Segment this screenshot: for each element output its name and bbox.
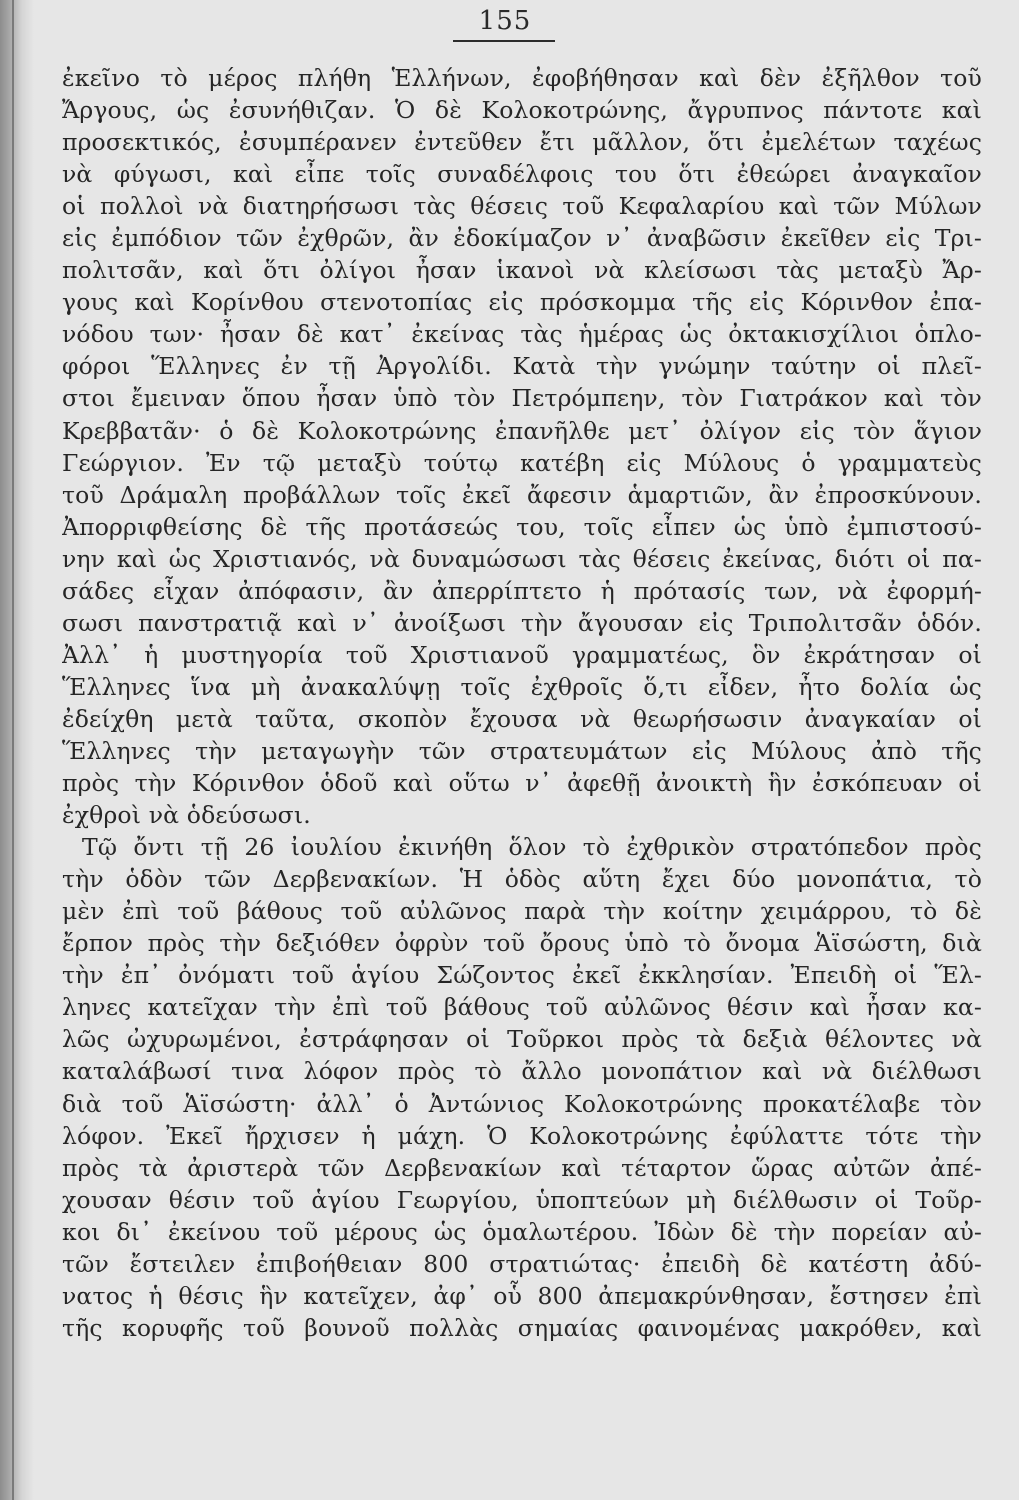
text-line: μὲν ἐπὶ τοῦ βάθους τοῦ αὐλῶνος παρὰ τὴν κοίτην χειμάρρου, τὸ δὲ (62, 897, 982, 926)
text-line: πρὸς τὴν Κόρινθον ὁδοῦ καὶ οὕτω ν᾽ ἀφεθῇ ἀνοικτὴ ἣν ἐσκόπευαν οἱ (62, 769, 982, 798)
text-line: διὰ τοῦ Ἁϊσώστη· ἀλλ᾽ ὁ Ἀντώνιος Κολοκοτρώνης προκατέλαβε τὸν (62, 1089, 982, 1118)
text-line: ἐκεῖνο τὸ μέρος πλήθη Ἑλλήνων, ἐφοβήθησαν καὶ δὲν ἐξῆλθον τοῦ (62, 64, 982, 92)
text-line: προσεκτικός, ἐσυμπέρανεν ἐντεῦθεν ἔτι μᾶλλον, ὅτι ἐμελέτων ταχέως (62, 128, 982, 157)
text-line: τῶν ἔστειλεν ἐπιβοήθειαν 800 στρατιώτας· ἐπειδὴ δὲ κατέστη ἀδύ- (62, 1249, 982, 1278)
page-number-rule (453, 40, 555, 42)
text-line: πρὸς τὰ ἀριστερὰ τῶν Δερβενακίων καὶ τέταρτον ὥρας αὐτῶν ἀπέ- (62, 1153, 982, 1182)
paragraph-start-line: Τῷ ὄντι τῇ 26 ἰουλίου ἐκινήθη ὅλον τὸ ἐχθρικὸν στρατόπεδον πρὸς (82, 833, 982, 862)
page-body-text (62, 62, 982, 1344)
binding-shadow (0, 0, 34, 1500)
text-line: ληνες κατεῖχαν τὴν ἐπὶ τοῦ βάθους τοῦ αὐλῶνος θέσιν καὶ ἦσαν κα- (62, 993, 982, 1022)
text-line: Ἕλληνες ἵνα μὴ ἀνακαλύψῃ τοῖς ἐχθροῖς ὅ,τι εἶδεν, ἦτο δολία ὡς (62, 672, 982, 701)
text-line: τὴν ὁδὸν τῶν Δερβενακίων. Ἡ ὁδὸς αὕτη ἔχει δύο μονοπάτια, τὸ (62, 865, 982, 894)
text-line: λῶς ὠχυρωμένοι, ἐστράφησαν οἱ Τοῦρκοι πρὸς τὰ δεξιὰ θέλοντες νὰ (62, 1025, 982, 1054)
text-line: οἱ πολλοὶ νὰ διατηρήσωσι τὰς θέσεις τοῦ Κεφαλαρίου καὶ τῶν Μύλων (62, 192, 982, 221)
text-line: καταλάβωσί τινα λόφον πρὸς τὸ ἄλλο μονοπάτιον καὶ νὰ διέλθωσι (62, 1057, 982, 1086)
text-line: σάδες εἶχαν ἀπόφασιν, ἂν ἀπερρίπτετο ἡ πρότασίς των, νὰ ἐφορμή- (62, 576, 982, 605)
text-line: Ἕλληνες τὴν μεταγωγὴν τῶν στρατευμάτων εἰς Μύλους ἀπὸ τῆς (62, 736, 982, 765)
text-line: τοῦ Δράμαλη προβάλλων τοῖς ἐκεῖ ἄφεσιν ἁμαρτιῶν, ἂν ἐπροσκύνουν. (62, 480, 982, 509)
text-line: φόροι Ἕλληνες ἐν τῇ Ἀργολίδι. Κατὰ τὴν γνώμην ταύτην οἱ πλεῖ- (62, 352, 982, 381)
text-line: στοι ἔμειναν ὅπου ἦσαν ὑπὸ τὸν Πετρόμπεην, τὸν Γιατράκον καὶ τὸν (62, 384, 982, 413)
text-line: σωσι πανστρατιᾷ καὶ ν᾽ ἀνοίξωσι τὴν ἄγουσαν εἰς Τριπολιτσᾶν ὁδόν. (62, 608, 982, 637)
binding-edge-line (12, 0, 14, 1500)
text-line: κοι δι᾽ ἐκείνου τοῦ μέρους ὡς ὁμαλωτέρου. Ἰδὼν δὲ τὴν πορείαν αὐ- (62, 1217, 982, 1246)
text-line: νὰ φύγωσι, καὶ εἶπε τοῖς συναδέλφοις του ὅτι ἐθεώρει ἀναγκαῖον (62, 160, 982, 189)
text-line: νατος ἡ θέσις ἣν κατεῖχεν, ἀφ᾽ οὗ 800 ἀπεμακρύνθησαν, ἔστησεν ἐπὶ (62, 1281, 982, 1310)
text-line: λόφον. Ἐκεῖ ἤρχισεν ἡ μάχη. Ὁ Κολοκοτρώνης ἐφύλαττε τότε τὴν (62, 1121, 982, 1150)
text-line: Γεώργιον. Ἐν τῷ μεταξὺ τούτῳ κατέβη εἰς Μύλους ὁ γραμματεὺς (62, 448, 982, 477)
text-line: Ἀλλ᾽ ἡ μυστηγορία τοῦ Χριστιανοῦ γραμματέως, ὃν ἐκράτησαν οἱ (62, 640, 982, 669)
text-line: ἐδείχθη μετὰ ταῦτα, σκοπὸν ἔχουσα νὰ θεωρήσωσιν ἀναγκαίαν οἱ (62, 704, 982, 733)
text-line: χουσαν θέσιν τοῦ ἁγίου Γεωργίου, ὑποπτεύων μὴ διέλθωσιν οἱ Τοῦρ- (62, 1185, 982, 1214)
paragraph-end-line: ἐχθροὶ νὰ ὁδεύσωσι. (62, 801, 311, 830)
text-line: τὴν ἐπ᾽ ὀνόματι τοῦ ἁγίου Σώζοντος ἐκεῖ ἐκκλησίαν. Ἐπειδὴ οἱ Ἕλ- (62, 961, 982, 990)
text-line: νην καὶ ὡς Χριστιανός, νὰ δυναμώσωσι τὰς θέσεις ἐκείνας, διότι οἱ πα- (62, 544, 982, 573)
text-line: εἰς ἐμπόδιον τῶν ἐχθρῶν, ἂν ἐδοκίμαζον ν᾽ ἀναβῶσιν ἐκεῖθεν εἰς Τρι- (62, 224, 982, 253)
text-line: γους καὶ Κορίνθου στενοτοπίας εἰς πρόσκομμα τῆς εἰς Κόρινθον ἐπα- (62, 288, 982, 317)
text-line: τῆς κορυφῆς τοῦ βουνοῦ πολλὰς σημαίας φαινομένας μακρόθεν, καὶ (62, 1313, 982, 1342)
text-line: νόδου των· ἦσαν δὲ κατ᾽ ἐκείνας τὰς ἡμέρας ὡς ὀκτακισχίλιοι ὁπλο- (62, 320, 982, 349)
text-line: πολιτσᾶν, καὶ ὅτι ὀλίγοι ἦσαν ἱκανοὶ νὰ κλείσωσι τὰς μεταξὺ Ἄρ- (62, 256, 982, 285)
page-number: 155 (478, 6, 532, 36)
text-line: Ἀπορριφθείσης δὲ τῆς προτάσεώς του, τοῖς εἶπεν ὡς ὑπὸ ἐμπιστοσύ- (62, 512, 982, 541)
text-line: Κρεββατᾶν· ὁ δὲ Κολοκοτρώνης ἐπανῆλθε μετ᾽ ὀλίγον εἰς τὸν ἅγιον (62, 416, 982, 445)
text-line: Ἄργους, ὡς ἐσυνήθιζαν. Ὁ δὲ Κολοκοτρώνης, ἄγρυπνος πάντοτε καὶ (62, 96, 982, 125)
text-line: ἔρπον πρὸς τὴν δεξιόθεν ὀφρὺν τοῦ ὄρους ὑπὸ τὸ ὄνομα Ἁϊσώστη, διὰ (62, 929, 982, 958)
